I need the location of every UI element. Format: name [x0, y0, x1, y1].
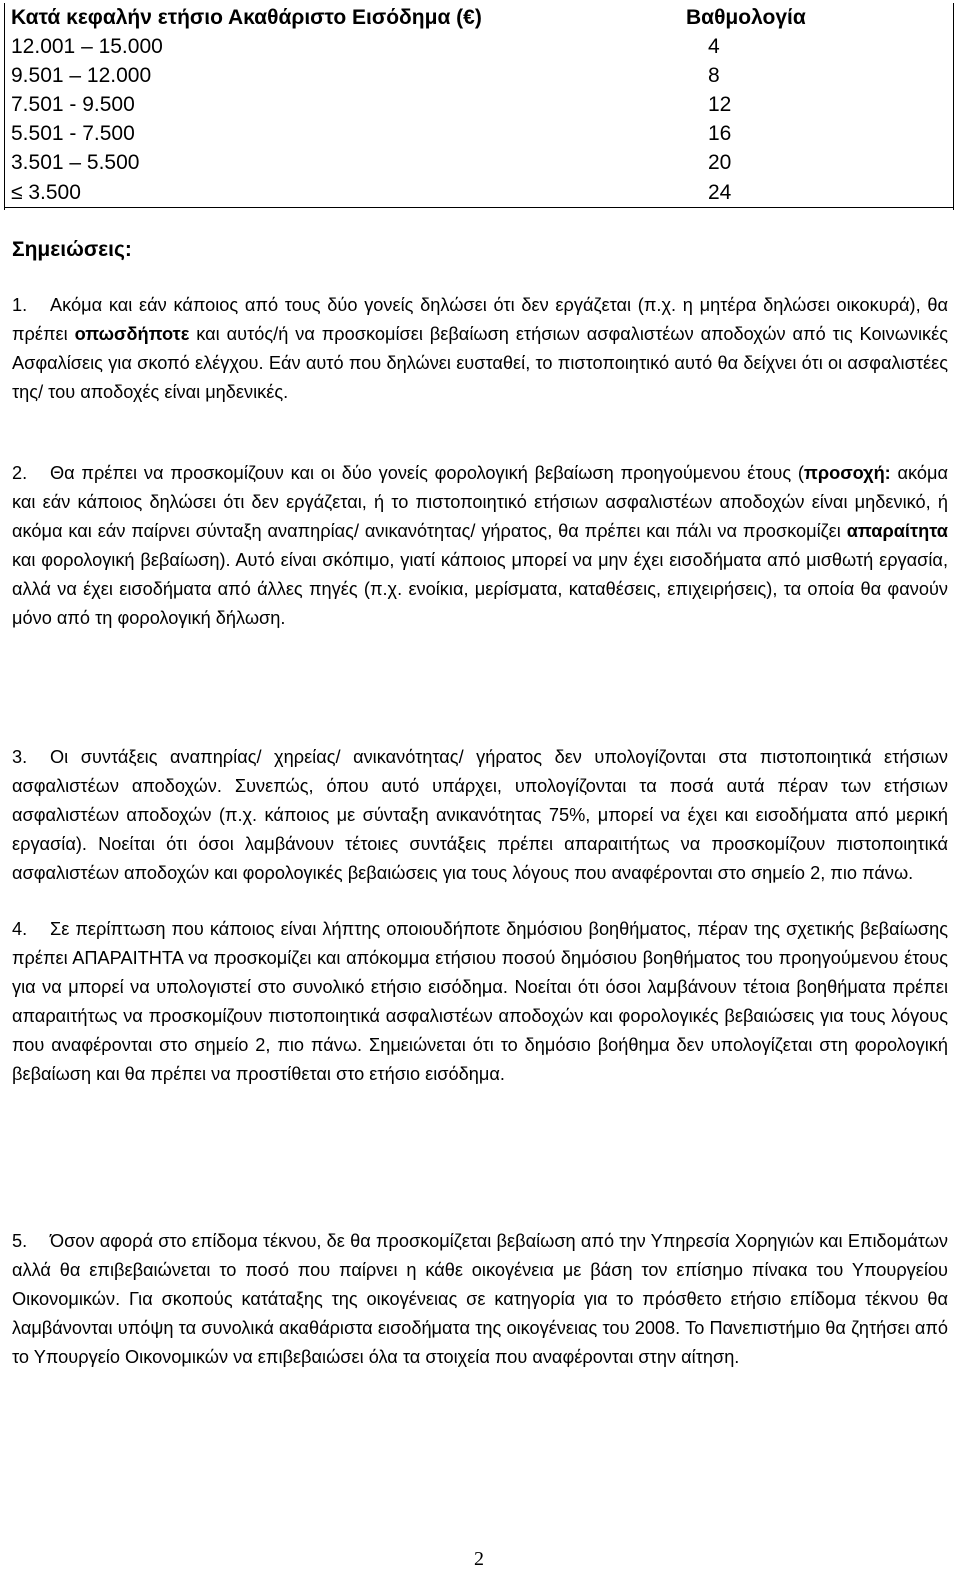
table-row [5, 61, 954, 90]
note-text: Οι συντάξεις αναπηρίας/ χηρείας/ ανικανότητας/ γήρατος δεν υπολογίζονται στα πιστοποιητικά ετήσιων ασφαλιστέων αποδοχών. Συνεπώς, όπου αυτό υπάρχει, υπολογίζονται τα ποσά αυτά πέραν των ετήσιων ασφαλιστέων αποδοχών (π.χ. κάποιος με σύνταξη ανικανότητας 75%, μπορεί να έχει και εισοδήματα από μερική εργασία). Νοείται ότι όσοι λαμβάνουν τέτοιες συντάξεις πρέπει απαραιτήτως να προσκομίζουν πιστοποιητικά ασφαλιστέων αποδοχών και φορολογικές βεβαιώσεις για τους λόγους που αναφέρονται στο σημείο 2, πιο πάνω. [12, 747, 948, 883]
note-text: Θα πρέπει να προσκομίζουν και οι δύο γονείς φορολογική βεβαίωση προηγούμενου έτους ( [50, 463, 804, 483]
income-range-cell: ≤ 3.500 [5, 177, 676, 208]
note-text: Όσον αφορά στο επίδομα τέκνου, δε θα προσκομίζεται βεβαίωση από την Υπηρεσία Χορηγιών και Επιδομάτων αλλά θα επιβεβαιώνεται το ποσό που παίρνει η κάθε οικογένεια με βάση τον επίσημο πίνακα του Υπουργείου Οικονομικών. Για σκοπούς κατάταξης της οικογένειας σε κατηγορία για το πρόσθετο ετήσιο επίδομα τέκνου θα λαμβάνονται υπόψη τα συνολικά ακαθάριστα εισοδήματα της οικογένειας του 2008. Το Πανεπιστήμιο θα ζητήσει από το Υπουργείο Οικονομικών να επιβεβαιώσει όλα τα στοιχεία που αναφέρονται στην αίτηση. [12, 1231, 948, 1367]
note-text: και αυτός/ή να προσκομίσει βεβαίωση ετήσιων ασφαλιστέων αποδοχών από τις Κοινωνικές Ασφαλίσεις για σκοπό ελέγχου. Εάν αυτό που δηλώνει ευσταθεί, το πιστοποιητικό αυτό θα δείχνει ότι οι ασφαλιστέες της/ του αποδοχές είναι μηδενικές. [12, 324, 948, 402]
score-column-header: Βαθμολογία [686, 6, 806, 29]
table-row [5, 177, 954, 208]
note-emphasis: οπωσδήποτε [74, 324, 190, 344]
score-cell: 4 [708, 35, 720, 58]
note-3 [12, 743, 948, 888]
income-column-header: Κατά κεφαλήν ετήσιο Ακαθάριστο Εισόδημα (€) [11, 6, 482, 29]
note-number: 3. [12, 747, 28, 767]
income-range-cell: 12.001 – 15.000 [11, 35, 163, 58]
score-cell: 16 [708, 122, 732, 145]
income-score-table [5, 3, 954, 208]
score-cell: 8 [708, 64, 720, 87]
income-range-cell: 3.501 – 5.500 [11, 151, 140, 174]
note-text: Σε περίπτωση που κάποιος είναι λήπτης οποιουδήποτε δημόσιου βοηθήματος, πέραν της σχετικής βεβαίωσης πρέπει ΑΠΑΡΑΙΤΗΤΑ να προσκομίζει και απόκομμα ετήσιου ποσού δημόσιου βοηθήματος του προηγούμενου έτους για να μπορεί να υπολογιστεί στο συνολικό ετήσιο εισόδημα. Νοείται ότι όσοι λαμβάνουν τέτοια βοηθήματα πρέπει απαραιτήτως να προσκομίζουν πιστοποιητικά ασφαλιστέων αποδοχών και φορολογικές βεβαιώσεις για τους λόγους που αναφέρονται στο σημείο 2, πιο πάνω. Σημειώνεται ότι το δημόσιο βοήθημα δεν υπολογίζεται στη φορολογική βεβαίωση και θα πρέπει να προστίθεται στο ετήσιο εισόδημα. [12, 919, 948, 1084]
notes-heading: Σημειώσεις: [12, 238, 132, 261]
table-row [5, 32, 954, 61]
note-5 [12, 1227, 948, 1372]
note-2 [12, 459, 948, 633]
income-range-cell: 7.501 - 9.500 [11, 93, 135, 116]
page-number: 2 [474, 1548, 484, 1570]
note-text: ακόμα και εάν κάποιος δηλώσει ότι δεν εργάζεται, ή το πιστοποιητικό ετήσιων ασφαλιστέων αποδοχών είναι μηδενικό, ή ακόμα και εάν παίρνει σύνταξη αναπηρίας/ ανικανότητας/ γήρατος, θα πρέπει και πάλι να προσκομίζει [12, 463, 948, 541]
table-header-row [5, 3, 954, 32]
income-range-cell: 5.501 - 7.500 [11, 122, 135, 145]
note-number: 1. [12, 295, 28, 315]
score-cell: 12 [708, 93, 732, 116]
table-row [5, 148, 954, 177]
score-cell: 24 [676, 177, 954, 208]
table-row [5, 119, 954, 148]
note-4 [12, 915, 948, 1089]
note-text: Ακόμα και εάν κάποιος από τους δύο γονείς δηλώσει ότι δεν εργάζεται (π.χ. η μητέρα δηλώσει οικοκυρά), θα πρέπει [12, 295, 948, 344]
note-number: 2. [12, 463, 28, 483]
note-emphasis: προσοχή: [803, 463, 891, 483]
score-cell: 20 [708, 151, 732, 174]
note-number: 4. [12, 919, 28, 939]
table-row [5, 90, 954, 119]
note-number: 5. [12, 1231, 28, 1251]
note-emphasis: απαραίτητα [846, 521, 948, 541]
income-range-cell: 9.501 – 12.000 [11, 64, 152, 87]
note-1 [12, 291, 948, 407]
note-text: και φορολογική βεβαίωση). Αυτό είναι σκόπιμο, γιατί κάποιος μπορεί να μην έχει εισοδήματα από μισθωτή εργασία, αλλά να έχει εισοδήματα από άλλες πηγές (π.χ. ενοίκια, μερίσματα, καταθέσεις, επιχειρήσεις), τα οποία θα φανούν μόνο από τη φορολογική δήλωση. [12, 550, 948, 628]
